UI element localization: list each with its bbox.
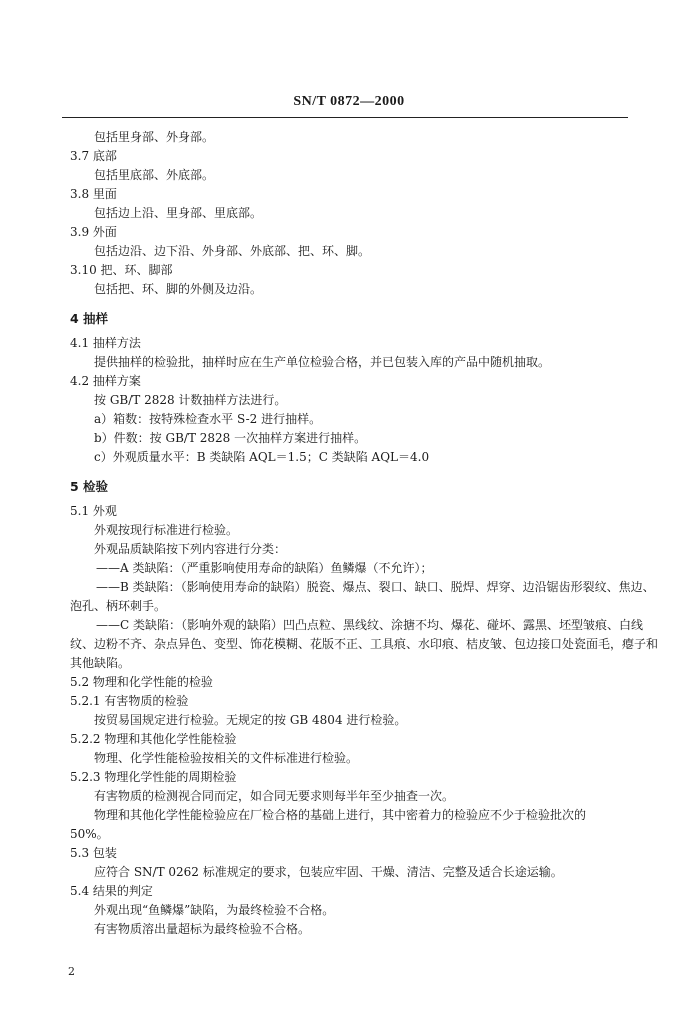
section-heading: 4 抽样 — [70, 311, 109, 326]
text-line: 5.2.2 物理和其他化学性能检验 — [70, 732, 237, 746]
text-line: ——B 类缺陷：（影响使用寿命的缺陷）脱瓷、爆点、裂口、缺口、脱焊、焊穿、边沿锯齿形裂纹、焦边、 — [96, 580, 655, 594]
text-line: 5.2.1 有害物质的检验 — [70, 694, 189, 708]
section-heading: 5 检验 — [70, 479, 109, 494]
text-line: 5.3 包装 — [70, 846, 117, 860]
text-line: 有害物质溶出量超标为最终检验不合格。 — [94, 922, 311, 936]
text-line: 4.1 抽样方法 — [70, 336, 141, 350]
text-line: 包括边沿、边下沿、外身部、外底部、把、环、脚。 — [94, 244, 371, 258]
document-body — [0, 128, 698, 939]
text-line: 包括里底部、外底部。 — [94, 168, 215, 182]
text-line: 其他缺陷。 — [70, 656, 131, 670]
text-line: c）外观质量水平：B 类缺陷 AQL＝1.5；C 类缺陷 AQL＝4.0 — [94, 450, 430, 464]
page-number: 2 — [68, 965, 75, 978]
header-divider — [62, 117, 628, 118]
standard-code-header: SN/T 0872—2000 — [293, 94, 405, 109]
text-line: 外观品质缺陷按下列内容进行分类： — [94, 542, 287, 556]
text-line: 物理、化学性能检验按相关的文件标准进行检验。 — [94, 751, 359, 765]
text-line: 应符合 SN/T 0262 标准规定的要求，包装应牢固、干燥、清洁、完整及适合长途运输。 — [94, 865, 563, 879]
text-line: 5.4 结果的判定 — [70, 884, 153, 898]
text-line: ——C 类缺陷：（影响外观的缺陷）凹凸点粒、黑线纹、涂搪不均、爆花、碰坏、露黑、坯型皱痕、白线 — [96, 618, 643, 632]
text-line: 泡孔、柄环刺手。 — [70, 599, 167, 613]
text-line: 5.2.3 物理化学性能的周期检验 — [70, 770, 237, 784]
text-line: 提供抽样的检验批，抽样时应在生产单位检验合格，并已包装入库的产品中随机抽取。 — [94, 355, 551, 369]
text-line: 5.2 物理和化学性能的检验 — [70, 675, 213, 689]
text-line: 有害物质的检测视合同而定，如合同无要求则每半年至少抽查一次。 — [94, 789, 455, 803]
text-line: 按 GB/T 2828 计数抽样方法进行。 — [94, 393, 287, 407]
text-line: b）件数：按 GB/T 2828 一次抽样方案进行抽样。 — [94, 431, 367, 445]
text-line: 50%。 — [70, 827, 109, 841]
text-line: 物理和其他化学性能检验应在厂检合格的基础上进行，其中密着力的检验应不少于检验批次的 — [94, 808, 587, 822]
text-line: 按贸易国规定进行检验。无规定的按 GB 4804 进行检验。 — [94, 713, 407, 727]
text-line: 外观出现“鱼鳞爆”缺陷，为最终检验不合格。 — [94, 903, 335, 917]
text-line: 5.1 外观 — [70, 504, 117, 518]
text-line: ——A 类缺陷：（严重影响使用寿命的缺陷）鱼鳞爆（不允许）； — [96, 561, 433, 575]
text-line: 包括边上沿、里身部、里底部。 — [94, 206, 263, 220]
text-line: 3.9 外面 — [70, 225, 117, 239]
text-line: 包括里身部、外身部。 — [94, 130, 215, 144]
text-line: 4.2 抽样方案 — [70, 374, 141, 388]
text-line: 3.7 底部 — [70, 149, 117, 163]
text-line: 纹、边粉不齐、杂点异色、变型、饰花模糊、花版不正、工具痕、水印痕、桔皮皱、包边接口处瓷面毛，瘪子和 — [70, 637, 659, 651]
text-line: 3.10 把、环、脚部 — [70, 263, 173, 277]
text-line: 包括把、环、脚的外侧及边沿。 — [94, 282, 263, 296]
text-line: a）箱数：按特殊检查水平 S-2 进行抽样。 — [94, 412, 322, 426]
text-line: 3.8 里面 — [70, 187, 117, 201]
text-line: 外观按现行标准进行检验。 — [94, 523, 239, 537]
